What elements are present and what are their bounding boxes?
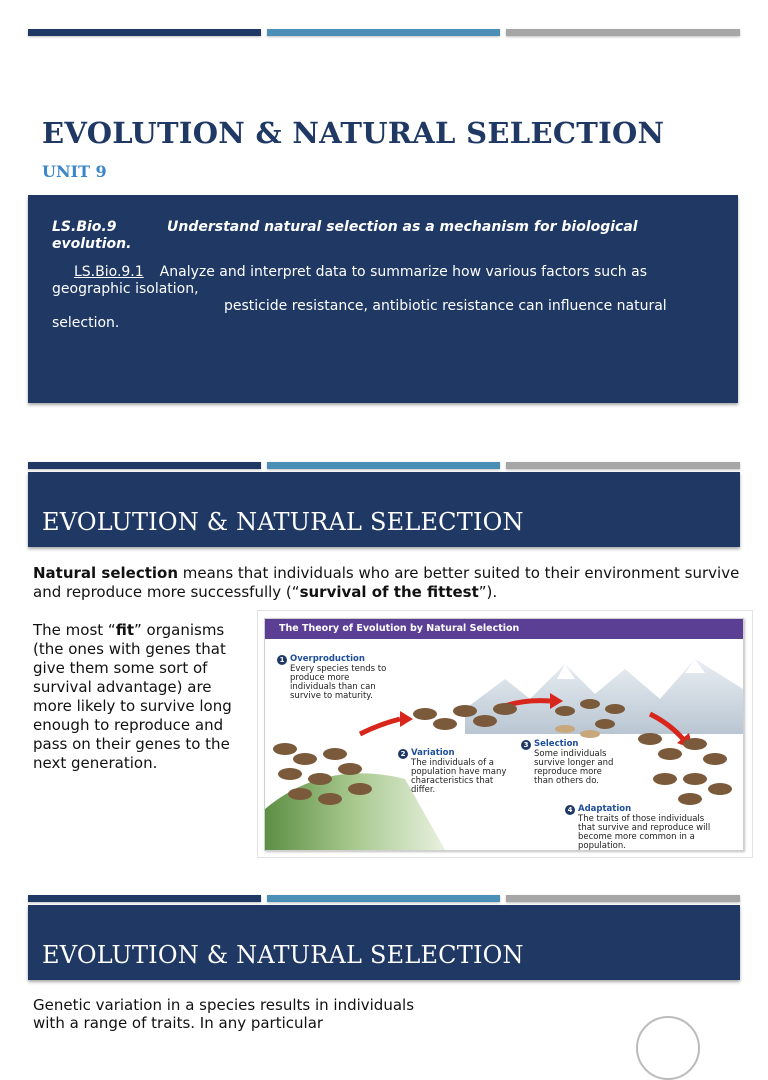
- fit-text-start: The most “: [33, 621, 116, 639]
- figure-step-selection: [521, 740, 621, 786]
- standard-heading: [52, 219, 692, 253]
- accent-bars: [28, 895, 740, 902]
- fit-organisms-paragraph: [33, 621, 253, 773]
- step-heading: Selection: [534, 739, 579, 749]
- accent-bar-navy: [28, 462, 261, 469]
- slide-header: [28, 905, 740, 980]
- accent-bar-gray: [506, 462, 740, 469]
- sub-standard-text-2: pesticide resistance, antibiotic resistance can influence natural selection.: [52, 298, 667, 331]
- figure-step-variation: [398, 749, 508, 795]
- slide-heading: EVOLUTION & NATURAL SELECTION: [42, 508, 524, 536]
- step-heading: Variation: [411, 748, 455, 758]
- figure-step-overproduction: [277, 655, 387, 701]
- standard-detail: [52, 264, 692, 332]
- term-fit: fit: [115, 621, 134, 639]
- term-survival-of-fittest: survival of the fittest: [299, 583, 479, 601]
- standard-text: Understand natural selection as a mechanism for biological evolution.: [52, 219, 638, 252]
- accent-bar-gray: [506, 29, 740, 36]
- accent-bar-teal: [267, 895, 500, 902]
- accent-bar-gray: [506, 895, 740, 902]
- step-number: 1: [277, 655, 287, 665]
- figure-step-adaptation: [565, 805, 715, 851]
- sub-standard-code: LS.Bio.9.1: [74, 264, 144, 280]
- accent-bar-navy: [28, 895, 261, 902]
- figure-title-bar: [265, 619, 743, 639]
- natural-selection-figure: [257, 610, 753, 858]
- decorative-image-edge: [636, 1016, 700, 1080]
- step-description: The traits of those individuals that survive and reproduce will become more common in a population.: [578, 814, 711, 851]
- step-heading: Adaptation: [578, 804, 632, 814]
- genetic-variation-text: Genetic variation in a species results in individuals with a range of traits. In any particular: [33, 996, 415, 1032]
- fit-text-end: ” organisms (the ones with genes that give them some sort of survival advantage) are more likely to survive long enough to reproduce and pass on their genes to the next generation.: [33, 621, 232, 772]
- slide-heading: EVOLUTION & NATURAL SELECTION: [42, 941, 524, 969]
- slide-subtitle: UNIT 9: [42, 162, 107, 181]
- slide-title: EVOLUTION & NATURAL SELECTION: [42, 116, 665, 150]
- step-description: The individuals of a population have many characteristics that differ.: [411, 758, 507, 795]
- definition-text: means that individuals who are better suited to their environment survive and reproduce more successfully (“: [33, 564, 740, 601]
- standards-box: [28, 195, 738, 403]
- accent-bars: [28, 29, 740, 36]
- accent-bar-navy: [28, 29, 261, 36]
- step-number: 4: [565, 805, 575, 815]
- step-description: Every species tends to produce more individuals than can survive to maturity.: [290, 664, 387, 701]
- definition-end: ”).: [478, 583, 498, 601]
- step-number: 2: [398, 749, 408, 759]
- figure-panel: [264, 618, 744, 851]
- slide-header: [28, 472, 740, 547]
- step-heading: Overproduction: [290, 654, 365, 664]
- standard-code: LS.Bio.9: [52, 219, 117, 235]
- natural-selection-definition: [33, 564, 743, 602]
- sub-standard-text-1: Analyze and interpret data to summarize how various factors such as geographic isolation,: [52, 264, 648, 297]
- accent-bars: [28, 462, 740, 469]
- accent-bar-teal: [267, 462, 500, 469]
- step-number: 3: [521, 740, 531, 750]
- accent-bar-teal: [267, 29, 500, 36]
- step-description: Some individuals survive longer and reproduce more than others do.: [534, 749, 614, 786]
- figure-title: The Theory of Evolution by Natural Selection: [279, 623, 520, 634]
- term-natural-selection: Natural selection: [33, 564, 179, 582]
